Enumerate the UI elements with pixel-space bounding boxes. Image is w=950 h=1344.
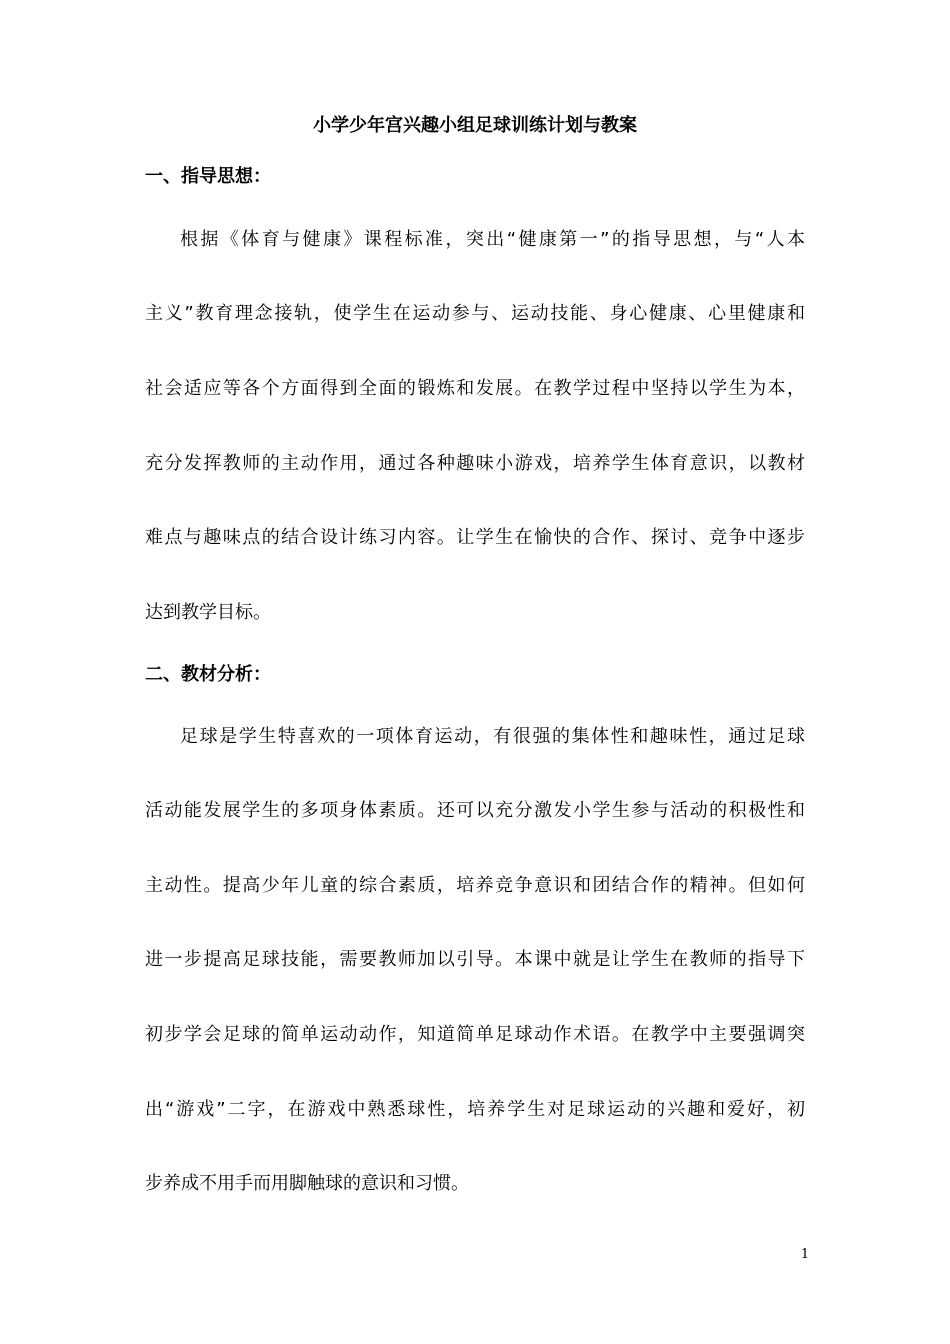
paragraph-line: 充分发挥教师的主动作用，通过各种趣味小游戏，培养学生体育意识，以教材: [145, 453, 805, 474]
paragraph-line: 主动性。提高少年儿童的综合素质，培养竞争意识和团结合作的精神。但如何: [145, 875, 805, 896]
page-number: 1: [800, 1247, 810, 1262]
paragraph-line: 进一步提高足球技能，需要教师加以引导。本课中就是让学生在教师的指导下: [145, 949, 805, 970]
document-title: 小学少年宫兴趣小组足球训练计划与教案: [313, 115, 637, 136]
paragraph-line: 活动能发展学生的多项身体素质。还可以充分激发小学生参与活动的积极性和: [145, 800, 805, 821]
section-heading-guiding-ideology: 一、指导思想：: [145, 166, 271, 187]
paragraph-line: 出“游戏”二字，在游戏中熟悉球性，培养学生对足球运动的兴趣和爱好，初: [145, 1099, 805, 1120]
paragraph-line: 步养成不用手而用脚触球的意识和习惯。: [145, 1173, 469, 1194]
paragraph-line: 主义”教育理念接轨，使学生在运动参与、运动技能、身心健康、心里健康和: [145, 303, 805, 324]
paragraph-line: 初步学会足球的简单运动动作，知道简单足球动作术语。在教学中主要强调突: [145, 1024, 805, 1045]
paragraph-line: 难点与趣味点的结合设计练习内容。让学生在愉快的合作、探讨、竞争中逐步: [145, 527, 805, 548]
paragraph-line: 足球是学生特喜欢的一项体育运动，有很强的集体性和趣味性，通过足球: [180, 726, 805, 747]
paragraph-line: 社会适应等各个方面得到全面的锻炼和发展。在教学过程中坚持以学生为本，: [145, 378, 805, 399]
paragraph-line: 根据《体育与健康》课程标准，突出“健康第一”的指导思想，与“人本: [180, 229, 805, 250]
section-heading-material-analysis: 二、教材分析：: [145, 664, 271, 685]
paragraph-line: 达到教学目标。: [145, 602, 271, 623]
